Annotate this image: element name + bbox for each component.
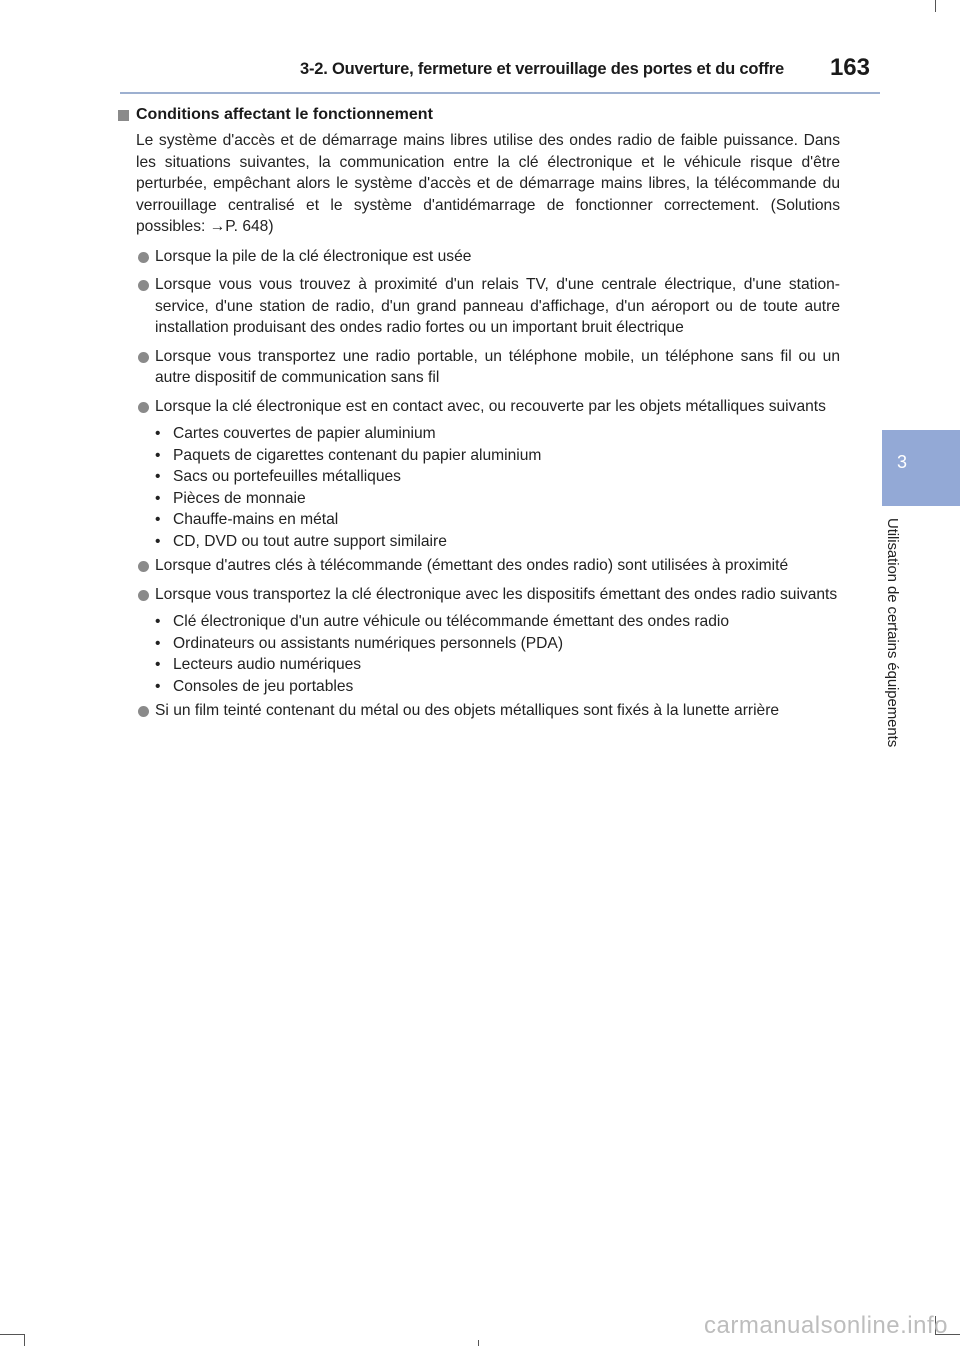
crop-mark <box>935 0 936 12</box>
dot-marker-icon: • <box>155 613 161 630</box>
header-title: 3-2. Ouverture, fermeture et verrouillage des portes et du coffre <box>300 60 784 78</box>
main-content <box>118 106 840 729</box>
section-intro: Le système d'accès et de démarrage mains libres utilise des ondes radio de faible puissance. Dans les situations suivantes, la communication entre la clé électronique et le véhicule risque d'être perturbée, empêchant alors le système d'accès et de démarrage mains libres, la télécommande du verrouillage centralisé et le système d'antidémarrage de fonctionner correctement. (Solutions possibles: →P. 648) <box>136 132 840 235</box>
sub-list-text: Sacs ou portefeuilles métalliques <box>173 468 401 485</box>
round-bullet-icon <box>138 706 149 717</box>
condition-item <box>118 246 840 268</box>
sub-list-item <box>155 676 840 698</box>
section-heading <box>118 106 840 124</box>
sub-list-item <box>155 466 840 488</box>
round-bullet-icon <box>138 402 149 413</box>
condition-text: Lorsque vous transportez une radio portable, un téléphone mobile, un téléphone sans fil ou un autre dispositif de communication sans fil <box>155 347 840 386</box>
sub-list-text: Pièces de monnaie <box>173 489 306 507</box>
condition-text: Si un film teinté contenant du métal ou des objets métalliques sont fixés à la lunette arrière <box>155 702 780 719</box>
sub-list-text: Chauffe-mains en métal <box>173 511 339 528</box>
sub-list-text: Ordinateurs ou assistants numériques personnels (PDA) <box>173 634 564 652</box>
condition-text: Lorsque la clé électronique est en contact avec, ou recouverte par les objets métalliques suivants <box>155 397 826 415</box>
dot-marker-icon: • <box>155 511 161 528</box>
chapter-number: 3 <box>896 452 907 472</box>
sub-list-item <box>155 488 840 510</box>
dot-marker-icon: • <box>155 425 161 442</box>
condition-text: Lorsque d'autres clés à télécommande (émettant des ondes radio) sont utilisées à proximité <box>155 557 789 574</box>
condition-text: Lorsque vous transportez la clé électronique avec les dispositifs émettant des ondes radio suivants <box>155 585 838 603</box>
dot-marker-icon: • <box>155 468 161 485</box>
sub-list-item <box>155 531 840 553</box>
sub-list-item <box>155 654 840 676</box>
round-bullet-icon <box>138 590 149 601</box>
dot-marker-icon: • <box>155 489 161 507</box>
dot-marker-icon: • <box>155 634 161 652</box>
sub-list-text: Cartes couvertes de papier aluminium <box>173 425 436 442</box>
sub-list <box>118 611 840 697</box>
sub-list-item <box>155 423 840 445</box>
sub-list-text: Consoles de jeu portables <box>173 677 354 695</box>
sub-list-text: Lecteurs audio numériques <box>173 656 362 673</box>
sub-list-item <box>155 633 840 655</box>
condition-text: Lorsque vous vous trouvez à proximité d'un relais TV, d'une centrale électrique, d'une station-service, d'une station de radio, d'un grand panneau d'affichage, d'un aéroport ou de toute autre installation produisant des ondes radio fortes ou un important bruit électrique <box>155 276 840 336</box>
dot-marker-icon: • <box>155 656 161 673</box>
header-rule <box>120 92 880 94</box>
round-bullet-icon <box>138 280 149 291</box>
sub-list-text: CD, DVD ou tout autre support similaire <box>173 532 447 550</box>
condition-item <box>118 396 840 418</box>
square-bullet-icon <box>118 110 129 121</box>
condition-item <box>118 555 840 577</box>
condition-text: Lorsque la pile de la clé électronique est usée <box>155 247 472 265</box>
dot-marker-icon: • <box>155 446 161 464</box>
chapter-tab <box>882 430 960 506</box>
footer-watermark: carmanualsonline.info <box>704 1312 948 1339</box>
chapter-title: Utilisation de certains équipements <box>884 518 901 748</box>
crop-mark <box>24 1334 25 1346</box>
dot-marker-icon: • <box>155 532 161 550</box>
dot-marker-icon: • <box>155 677 161 695</box>
sub-list-item <box>155 611 840 633</box>
sub-list-item <box>155 509 840 531</box>
page-header <box>300 56 870 86</box>
round-bullet-icon <box>138 252 149 263</box>
chapter-title-wrap <box>881 518 921 788</box>
sub-list-text: Paquets de cigarettes contenant du papier aluminium <box>173 446 542 464</box>
sub-list <box>118 423 840 552</box>
crop-mark <box>478 1340 479 1346</box>
sub-list-item <box>155 445 840 467</box>
condition-item <box>118 346 840 389</box>
sub-list-text: Clé électronique d'un autre véhicule ou télécommande émettant des ondes radio <box>173 613 730 630</box>
page-number: 163 <box>829 54 870 81</box>
section-heading-text: Conditions affectant le fonctionnement <box>136 106 433 123</box>
round-bullet-icon <box>138 561 149 572</box>
round-bullet-icon <box>138 352 149 363</box>
condition-item <box>118 584 840 606</box>
crop-mark <box>0 1334 24 1335</box>
condition-item <box>118 700 840 722</box>
condition-item <box>118 274 840 339</box>
condition-list <box>118 246 840 722</box>
